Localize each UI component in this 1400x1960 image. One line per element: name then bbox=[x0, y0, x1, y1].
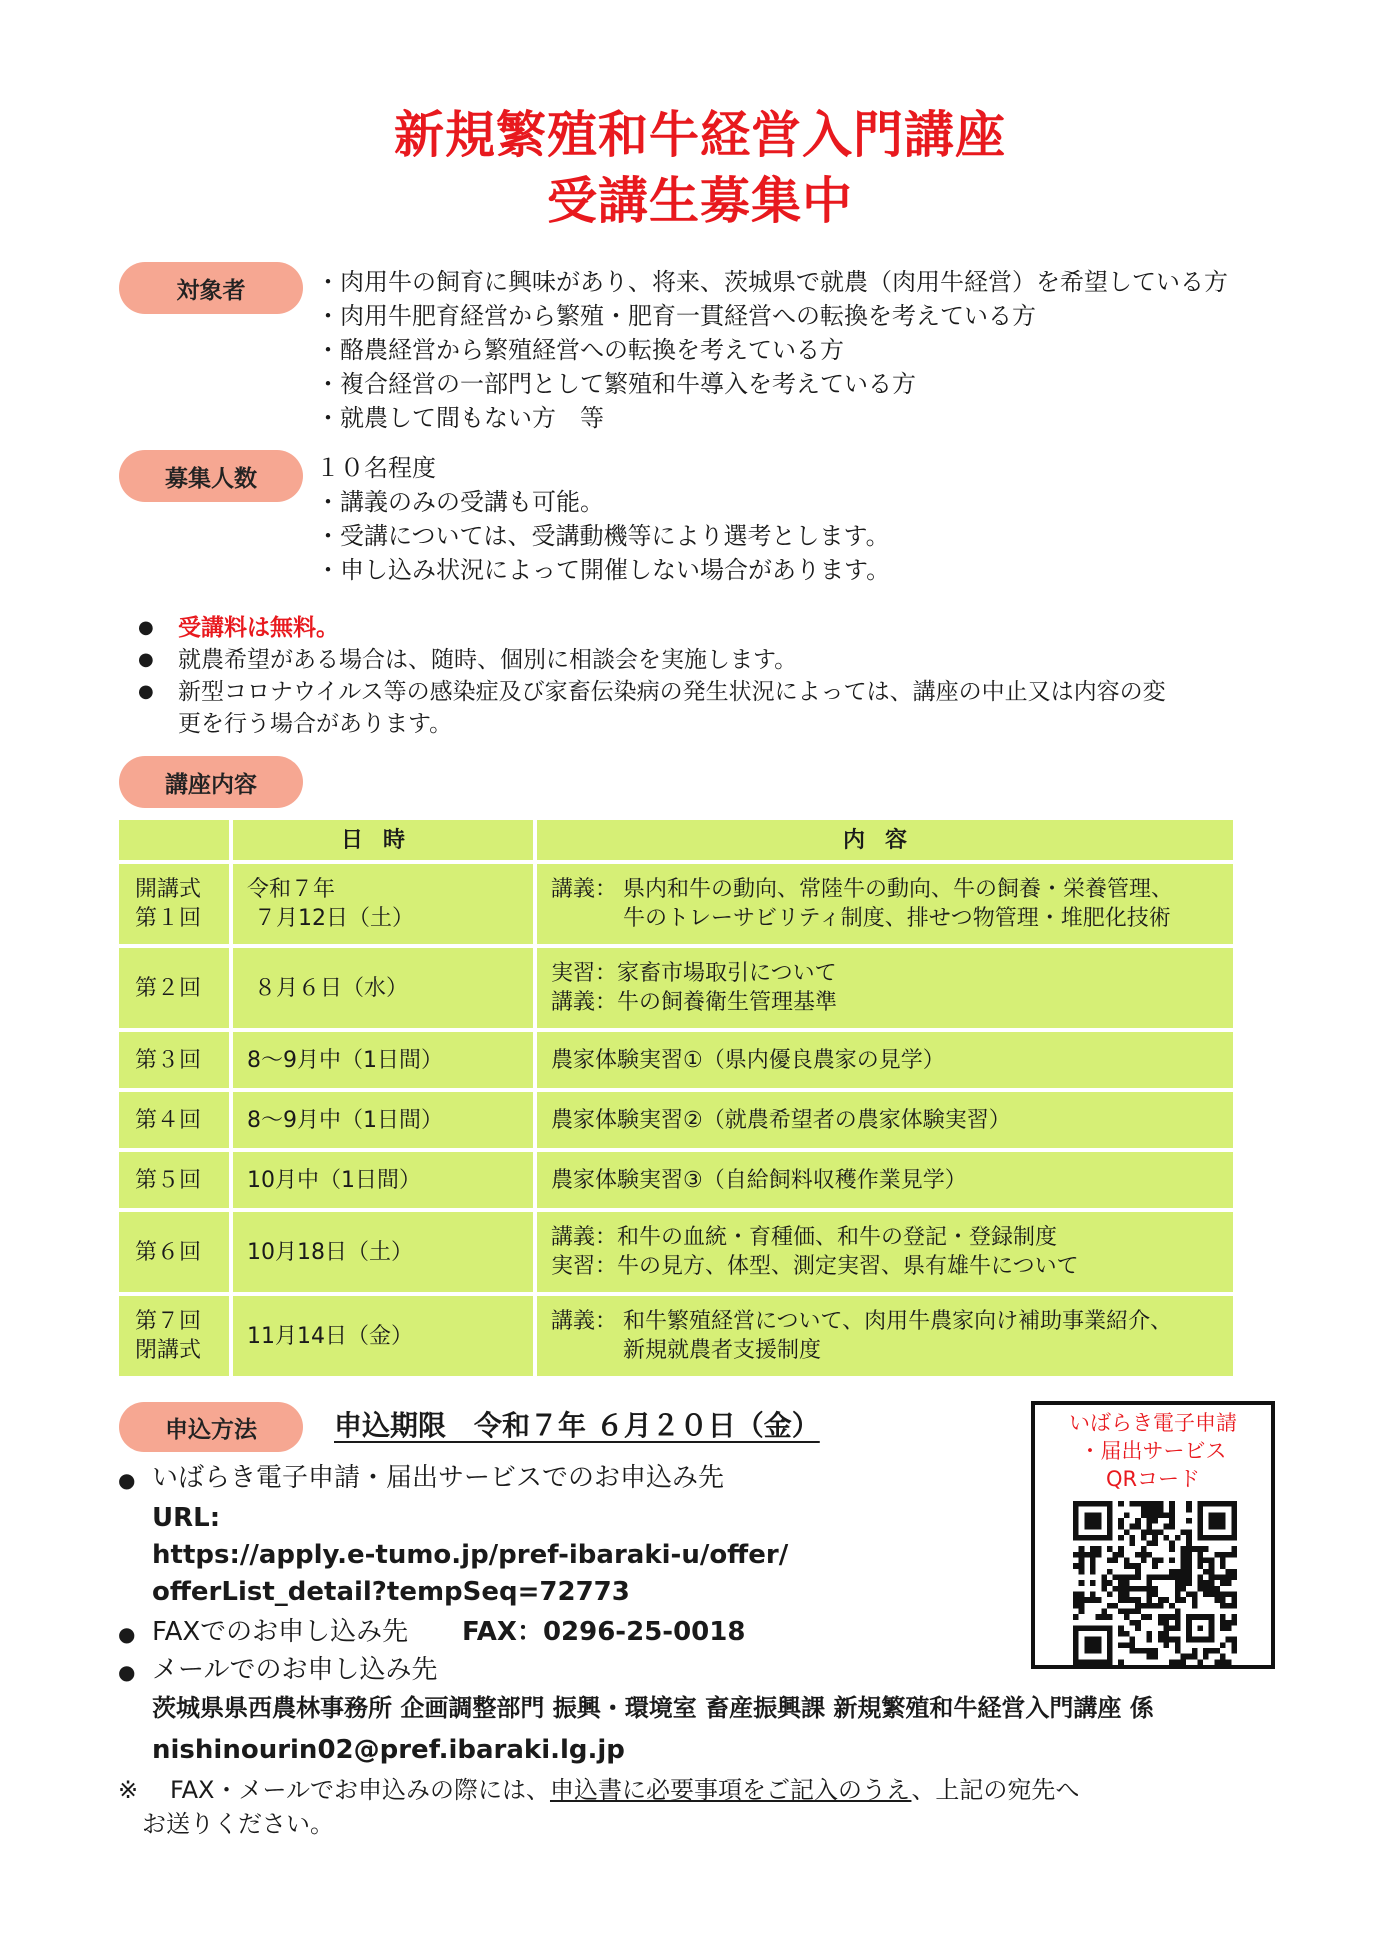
table-header-row bbox=[119, 820, 1233, 860]
schedule-table bbox=[115, 816, 1237, 1380]
bullet-icon: ● bbox=[118, 1622, 136, 1646]
table-row bbox=[119, 1032, 1233, 1088]
date-cell: 8～9月中（1日間） bbox=[233, 1032, 533, 1088]
page-title: 新規繁殖和牛経営入門講座 bbox=[394, 106, 1006, 164]
table-row bbox=[119, 1152, 1233, 1208]
session-cell: 第２回 bbox=[119, 948, 229, 1028]
target-label: 対象者 bbox=[119, 262, 303, 314]
qr-box bbox=[1031, 1401, 1275, 1669]
table-row bbox=[119, 948, 1233, 1028]
online-heading: いばらき電子申請・届出サービスでのお申込み先 bbox=[152, 1463, 725, 1493]
table-row bbox=[119, 1296, 1233, 1376]
session-cell: 第３回 bbox=[119, 1032, 229, 1088]
session-cell: 第５回 bbox=[119, 1152, 229, 1208]
content-cell: 実習： 家畜市場取引について 講義： 牛の飼養衛生管理基準 bbox=[537, 948, 1233, 1028]
capacity-label: 募集人数 bbox=[119, 450, 303, 502]
content-cell: 農家体験実習③（自給飼料収穫作業見学） bbox=[537, 1152, 1233, 1208]
capacity-list bbox=[316, 451, 890, 587]
capacity-item: ・申し込み状況によって開催しない場合があります。 bbox=[316, 556, 891, 584]
mail-heading: メールでのお申し込み先 bbox=[152, 1655, 438, 1685]
url-label: URL: bbox=[152, 1503, 221, 1533]
fax-number: FAX：0296-25-0018 bbox=[462, 1617, 746, 1647]
bullet-icon: ● bbox=[118, 1660, 136, 1684]
capacity-item: ・受講については、受講動機等により選考とします。 bbox=[316, 522, 890, 550]
url-link-1[interactable]: https://apply.e-tumo.jp/pref-ibaraki-u/offer/ bbox=[152, 1540, 789, 1570]
target-item: ・肉用牛肥育経営から繁殖・肥育一貫経営への転換を考えている方 bbox=[316, 302, 1036, 330]
office-name: 茨城県県西農林事務所 企画調整部門 振興・環境室 畜産振興課 新規繁殖和牛経営入門講座 係 bbox=[152, 1694, 1154, 1722]
session-cell: 第６回 bbox=[119, 1212, 229, 1292]
target-item: ・肉用牛の飼育に興味があり、将来、茨城県で就農（肉用牛経営）を希望している方 bbox=[316, 268, 1228, 296]
table-row bbox=[119, 864, 1233, 944]
content-cell: 講義： 県内和牛の動向、常陸牛の動向、牛の飼養・栄養管理、 牛のトレーサビリティ制度、排せつ物管理・堆肥化技術 bbox=[537, 864, 1233, 944]
target-item: ・酪農経営から繁殖経営への転換を考えている方 bbox=[316, 336, 844, 364]
target-item: ・複合経営の一部門として繁殖和牛導入を考えている方 bbox=[316, 370, 916, 398]
qr-code-icon[interactable] bbox=[1073, 1501, 1237, 1665]
session-cell: 開講式 第１回 bbox=[119, 864, 229, 944]
date-cell: 10月中（1日間） bbox=[233, 1152, 533, 1208]
course-label: 講座内容 bbox=[119, 756, 303, 808]
apply-label: 申込方法 bbox=[119, 1402, 303, 1452]
page-subtitle: 受講生募集中 bbox=[547, 172, 853, 230]
content-cell: 講義： 和牛繁殖経営について、肉用牛農家向け補助事業紹介、 新規就農者支援制度 bbox=[537, 1296, 1233, 1376]
qr-label-2: ・届出サービス bbox=[1079, 1439, 1227, 1463]
date-cell: 10月18日（土） bbox=[233, 1212, 533, 1292]
note-line-2: お送りください。 bbox=[142, 1810, 334, 1838]
bullet-icon: ● bbox=[118, 1468, 136, 1492]
deadline: 申込期限 令和７年 ６月２０日（金） bbox=[334, 1409, 820, 1442]
target-item: ・就農して間もない方 等 bbox=[316, 404, 604, 432]
qr-label-1: いばらき電子申請 bbox=[1069, 1411, 1237, 1435]
date-cell: 11月14日（金） bbox=[233, 1296, 533, 1376]
target-list bbox=[316, 265, 1228, 435]
header-content: 内容 bbox=[537, 820, 1233, 860]
fax-heading: FAXでのお申し込み先 bbox=[152, 1617, 409, 1647]
table-row bbox=[119, 1092, 1233, 1148]
content-cell: 講義： 和牛の血統・育種価、和牛の登記・登録制度 実習： 牛の見方、体型、測定実習、県有雄牛について bbox=[537, 1212, 1233, 1292]
session-cell: 第４回 bbox=[119, 1092, 229, 1148]
session-cell: 第７回 閉講式 bbox=[119, 1296, 229, 1376]
content-cell: 農家体験実習①（県内優良農家の見学） bbox=[537, 1032, 1233, 1088]
qr-label-3: QRコード bbox=[1105, 1467, 1201, 1491]
header-date: 日時 bbox=[233, 820, 533, 860]
capacity-item: ・講義のみの受講も可能。 bbox=[316, 488, 604, 516]
note-line-1: FAX・メールでお申込みの際には、申込書に必要事項をご記入のうえ、上記の宛先へ bbox=[170, 1776, 1080, 1804]
date-cell: 令和７年 ７月12日（土） bbox=[233, 864, 533, 944]
bullet-icon: ● bbox=[138, 681, 154, 702]
bullet-icon: ● bbox=[138, 649, 154, 670]
bullet-icon: ● bbox=[138, 617, 154, 638]
url-link-2[interactable]: offerList_detail?tempSeq=72773 bbox=[152, 1577, 630, 1607]
date-cell: 8～9月中（1日間） bbox=[233, 1092, 533, 1148]
note-mark: ※ bbox=[118, 1776, 139, 1804]
header-empty bbox=[119, 820, 229, 860]
date-cell: ８月６日（水） bbox=[233, 948, 533, 1028]
table-row bbox=[119, 1212, 1233, 1292]
email-address[interactable]: nishinourin02@pref.ibaraki.lg.jp bbox=[152, 1735, 625, 1765]
capacity-item: １０名程度 bbox=[316, 454, 436, 482]
content-cell: 農家体験実習②（就農希望者の農家体験実習） bbox=[537, 1092, 1233, 1148]
